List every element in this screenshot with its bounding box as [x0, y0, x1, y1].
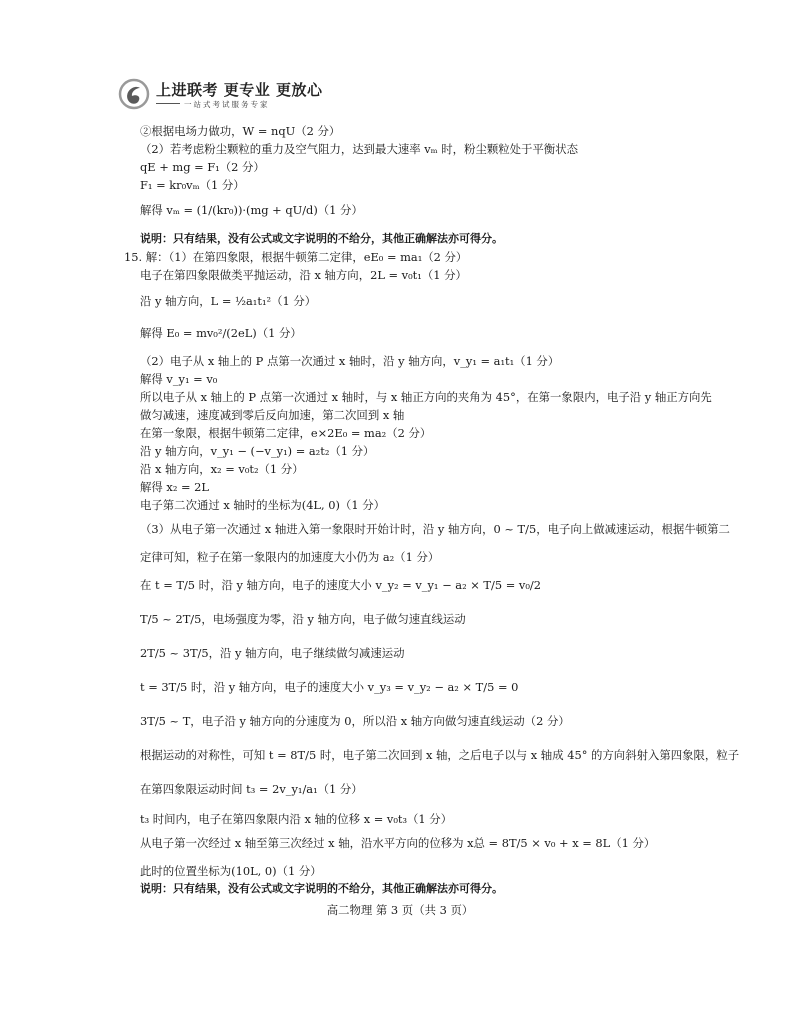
text-line: 此时的位置坐标为(10L, 0)（1 分） [140, 864, 322, 878]
text-line: 在第一象限，根据牛顿第二定律，e×2E₀ = ma₂（2 分） [140, 426, 432, 440]
grading-note: 说明：只有结果，没有公式或文字说明的不给分，其他正确解法亦可得分。 [140, 232, 503, 245]
text-line: ②根据电场力做功，W = nqU（2 分） [140, 124, 341, 138]
text-line: 定律可知，粒子在第一象限内的加速度大小仍为 a₂（1 分） [140, 550, 440, 564]
text-line: 沿 x 轴方向，x₂ = v₀t₂（1 分） [140, 462, 304, 476]
text-line: 从电子第一次经过 x 轴至第三次经过 x 轴，沿水平方向的位移为 x总 = 8T/5 × v₀ + x = 8L（1 分） [140, 836, 656, 850]
text-line: T/5 ~ 2T/5，电场强度为零，沿 y 轴方向，电子做匀速直线运动 [140, 612, 466, 626]
text-line: 解得 v_y₁ = v₀ [140, 372, 218, 386]
text-line: 在第四象限运动时间 t₃ = 2v_y₁/a₁（1 分） [140, 782, 363, 796]
text-line: 在 t = T/5 时，沿 y 轴方向，电子的速度大小 v_y₂ = v_y₁ − a₂ × T/5 = v₀/2 [140, 578, 541, 592]
text-line: t = 3T/5 时，沿 y 轴方向，电子的速度大小 v_y₃ = v_y₂ − a₂ × T/5 = 0 [140, 680, 519, 694]
question-15-heading: 15. 解：（1）在第四象限，根据牛顿第二定律，eE₀ = ma₁（2 分） [124, 250, 468, 264]
text-line: 解得 x₂ = 2L [140, 480, 209, 494]
brand-tagline: 一站式考试服务专家 [184, 100, 270, 109]
page-footer: 高二物理 第 3 页（共 3 页） [326, 903, 474, 917]
text-line: 所以电子从 x 轴上的 P 点第一次通过 x 轴时，与 x 轴正方向的夹角为 45°，在第一象限内，电子沿 y 轴正方向先 [140, 390, 712, 404]
text-line: 解得 vₘ = (1/(kr₀))·(mg + qU/d)（1 分） [140, 203, 363, 217]
text-line: t₃ 时间内，电子在第四象限内沿 x 轴的位移 x = v₀t₃（1 分） [140, 812, 453, 826]
text-line: qE + mg = F₁（2 分） [140, 160, 265, 174]
text-line: 根据运动的对称性，可知 t = 8T/5 时，电子第二次回到 x 轴，之后电子以与 x 轴成 45° 的方向斜射入第四象限，粒子 [140, 748, 740, 762]
text-line: 做匀减速，速度减到零后反向加速，第二次回到 x 轴 [140, 408, 405, 422]
text-line: （3）从电子第一次通过 x 轴进入第一象限时开始计时，沿 y 轴方向，0 ~ T/5，电子向上做减速运动，根据牛顿第二 [140, 522, 730, 536]
text-line: F₁ = kr₀vₘ（1 分） [140, 178, 245, 192]
brand-slogan: 上进联考 更专业 更放心 [156, 81, 323, 99]
text-line: 沿 y 轴方向，L = ½a₁t₁²（1 分） [140, 294, 317, 308]
text-line: 电子在第四象限做类平抛运动，沿 x 轴方向，2L = v₀t₁（1 分） [140, 268, 467, 282]
text-line: 沿 y 轴方向，v_y₁ − (−v_y₁) = a₂t₂（1 分） [140, 444, 375, 458]
grading-note: 说明：只有结果，没有公式或文字说明的不给分，其他正确解法亦可得分。 [140, 882, 503, 895]
text-line: （2）电子从 x 轴上的 P 点第一次通过 x 轴时，沿 y 轴方向，v_y₁ = a₁t₁（1 分） [140, 354, 560, 368]
text-line: 电子第二次通过 x 轴时的坐标为(4L, 0)（1 分） [140, 498, 385, 512]
text-line: （2）若考虑粉尘颗粒的重力及空气阻力，达到最大速率 vₘ 时，粉尘颗粒处于平衡状态 [140, 142, 578, 156]
text-line: 2T/5 ~ 3T/5，沿 y 轴方向，电子继续做匀减速运动 [140, 646, 405, 660]
text-line: 3T/5 ~ T，电子沿 y 轴方向的分速度为 0，所以沿 x 轴方向做匀速直线运动（2 分） [140, 714, 570, 728]
text-line: 解得 E₀ = mv₀²/(2eL)（1 分） [140, 326, 302, 340]
